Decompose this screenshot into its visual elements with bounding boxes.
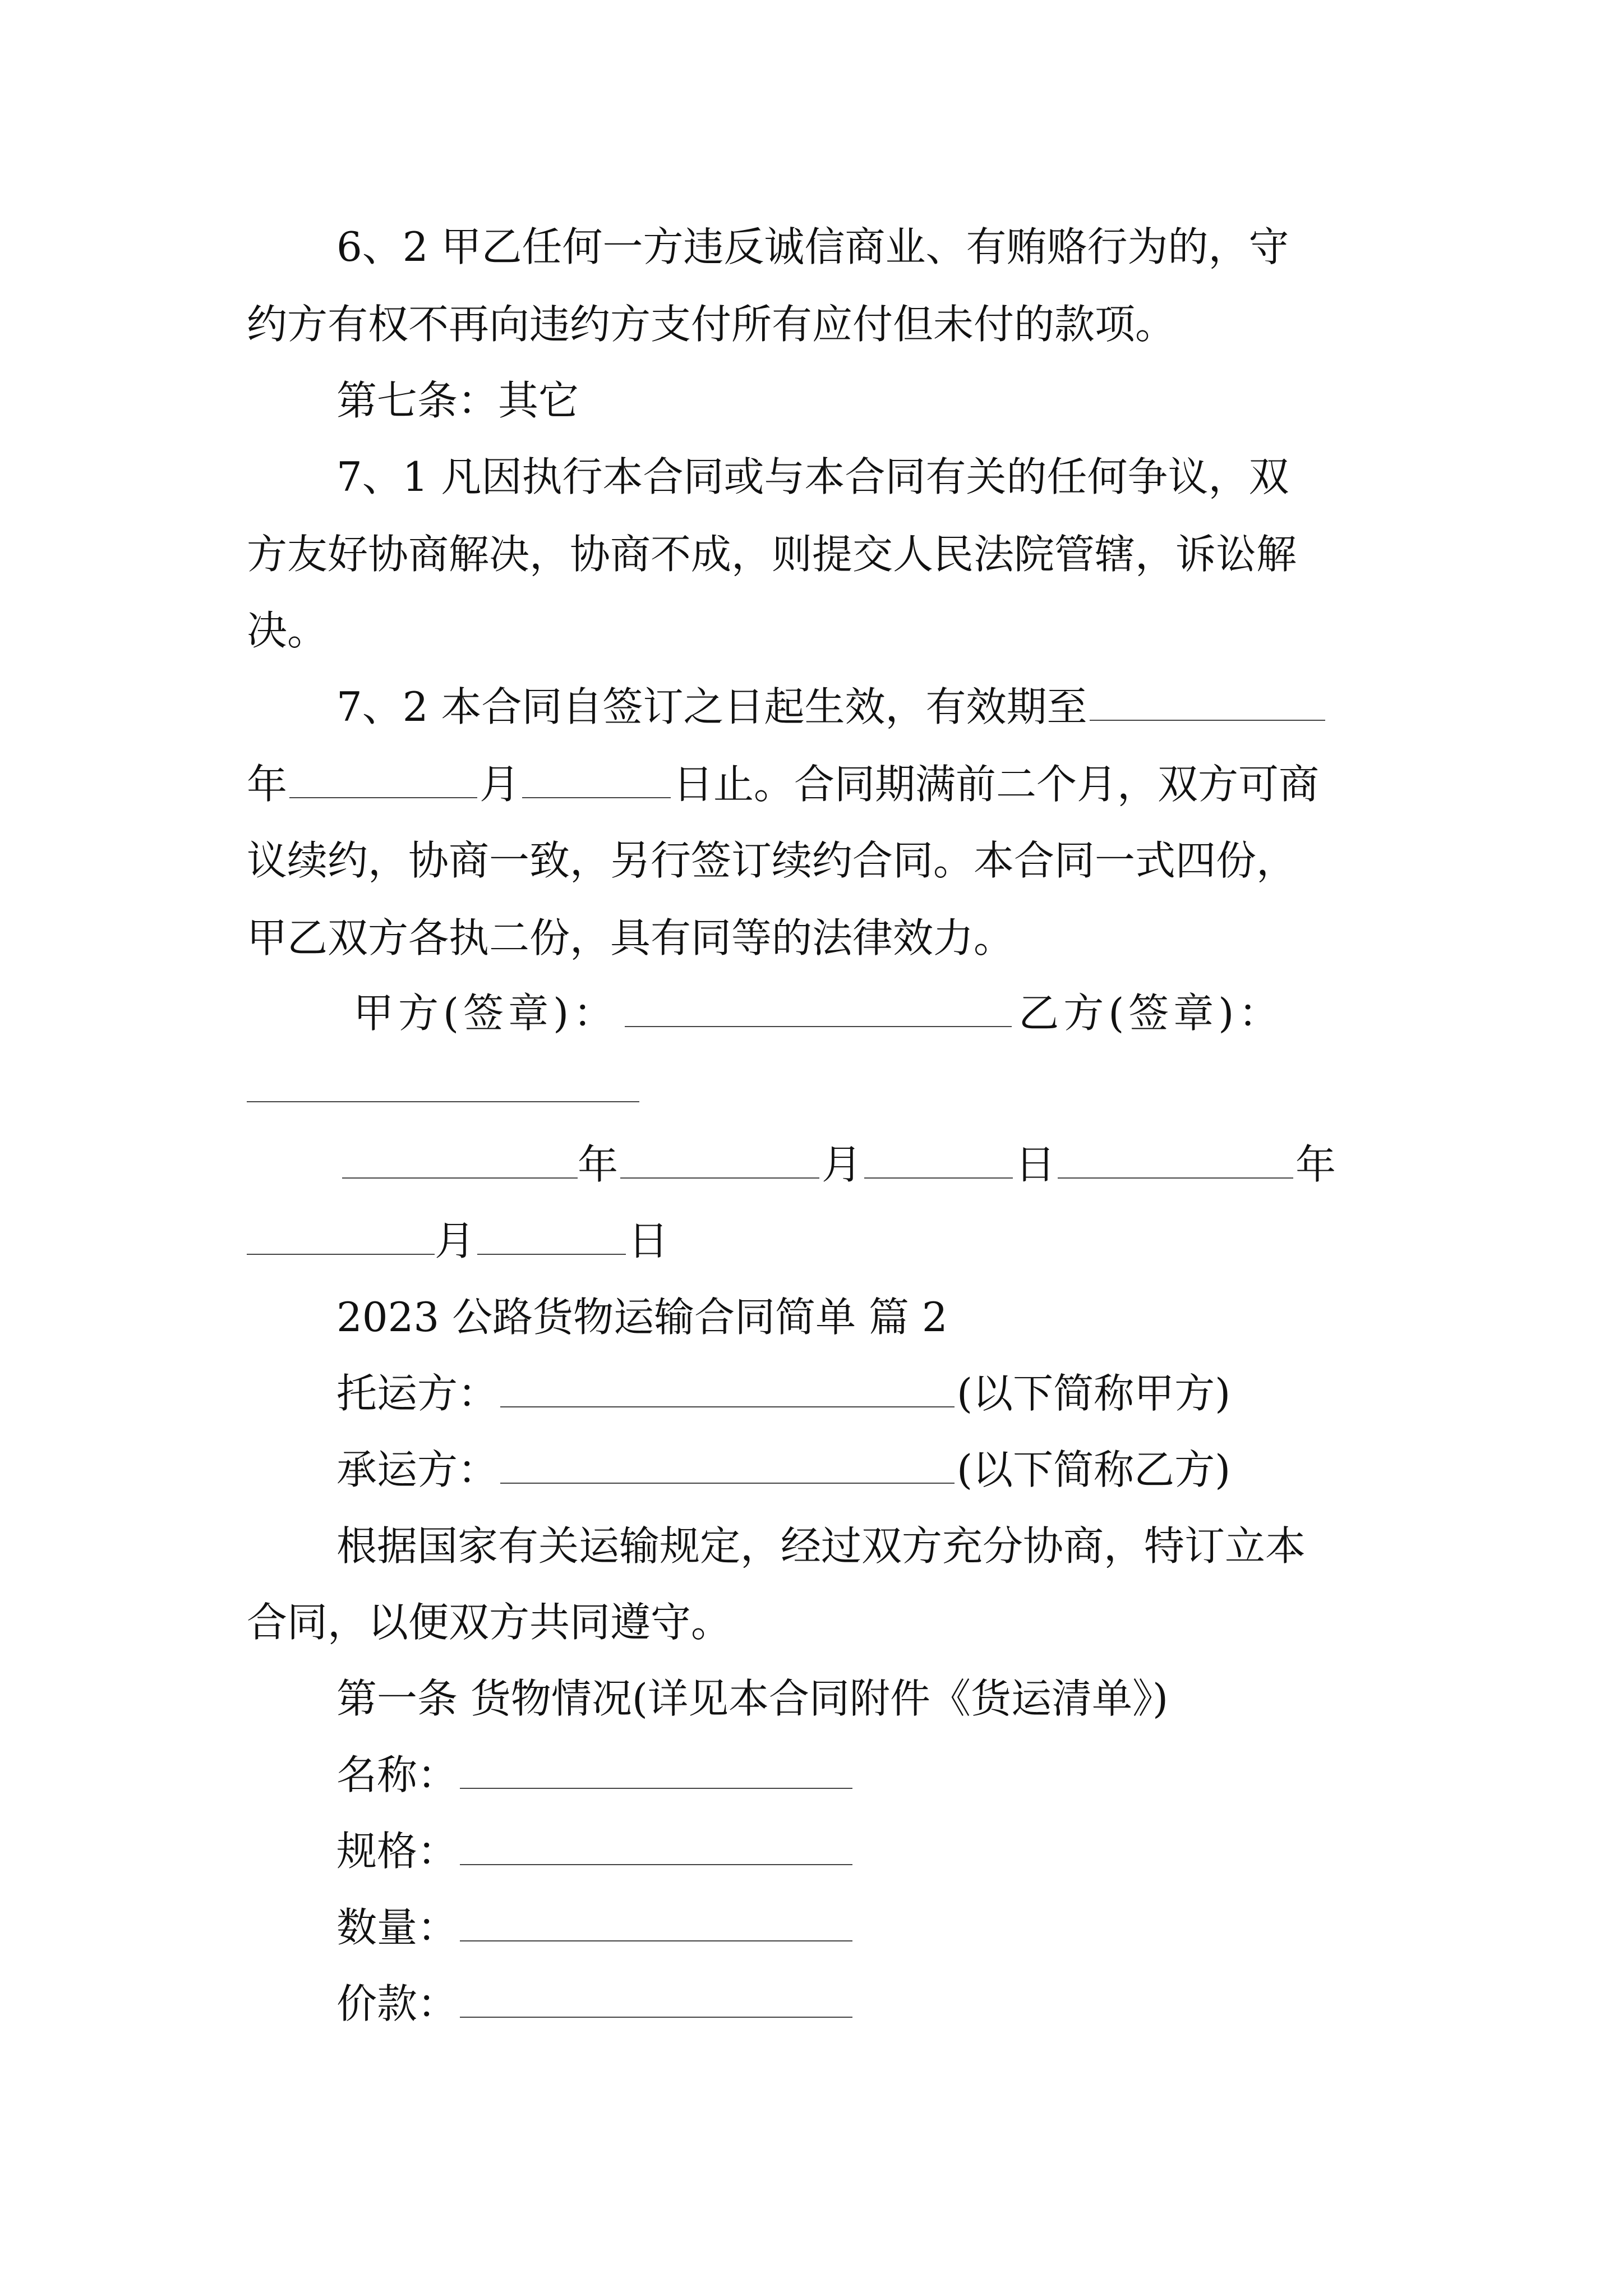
party-b-month-label: 月 (435, 1217, 476, 1264)
field-quantity-label: 数量： (336, 1904, 458, 1951)
field-spec-line (336, 1823, 855, 1879)
party-b-signature-line (247, 1060, 639, 1116)
article-7-heading: 第七条：其它 (336, 377, 579, 424)
party-b-signature-label: 乙方(签章)： (1018, 990, 1284, 1037)
signature-date-line (342, 1137, 1336, 1193)
clause-7-2-line-4: 甲乙双方各执二份，具有同等的法律效力。 (247, 914, 1015, 961)
clause-7-2-line-3: 议续约，协商一致，另行签订续约合同。本合同一式四份， (247, 837, 1297, 884)
party-a-day-blank[interactable] (864, 1137, 1013, 1179)
carrier-suffix: (以下简称乙方) (957, 1446, 1231, 1493)
expiry-blank[interactable] (1090, 679, 1325, 721)
intro-line-1: 根据国家有关运输规定，经过双方充分协商，特订立本 (336, 1522, 1306, 1570)
clause-7-1-line-1: 7、1 凡因执行本合同或与本合同有关的任何争议，双 (336, 453, 1289, 500)
party-a-month-blank[interactable] (620, 1137, 819, 1179)
consignor-line (336, 1365, 1230, 1421)
signature-line (353, 985, 1283, 1041)
party-b-year-blank[interactable] (1058, 1137, 1293, 1179)
field-price-line (336, 1976, 855, 2032)
party-a-day-label: 日 (1015, 1141, 1056, 1188)
party-a-signature-label: 甲方(签章)： (353, 990, 619, 1037)
carrier-line (336, 1442, 1230, 1498)
day-blank[interactable] (522, 757, 671, 798)
party-a-month-label: 月 (822, 1141, 863, 1188)
field-quantity-blank[interactable] (460, 1900, 852, 1941)
clause-7-2-line-1 (336, 679, 1327, 735)
part-2-title: 2023 公路货物运输合同简单 篇 2 (336, 1294, 948, 1341)
clause-6-2-line-2: 约方有权不再向违约方支付所有应付但未付的款项。 (247, 301, 1176, 348)
party-b-year-label: 年 (1295, 1141, 1336, 1188)
consignor-blank[interactable] (500, 1366, 955, 1407)
intro-line-2: 合同，以便双方共同遵守。 (247, 1599, 732, 1646)
clause-7-2-text: 7、2 本合同自签订之日起生效，有效期至 (336, 683, 1087, 730)
year-label: 年 (247, 761, 288, 808)
field-spec-label: 规格： (336, 1828, 458, 1875)
clause-6-2-line-1: 6、2 甲乙任何一方违反诚信商业、有贿赂行为的，守 (336, 223, 1289, 270)
party-b-day-label: 日 (628, 1217, 669, 1264)
clause-7-1-line-3: 决。 (247, 607, 328, 654)
party-b-day-blank[interactable] (477, 1213, 626, 1255)
party-a-signature-blank[interactable] (625, 986, 1012, 1027)
clause-7-2-day-text: 日止。合同期满前二个月，双方可商 (673, 761, 1320, 808)
party-b-month-blank[interactable] (247, 1213, 435, 1255)
consignor-suffix: (以下简称甲方) (957, 1370, 1231, 1417)
field-name-label: 名称： (336, 1751, 458, 1798)
party-a-year-blank[interactable] (342, 1137, 578, 1179)
field-spec-blank[interactable] (460, 1824, 852, 1865)
carrier-blank[interactable] (500, 1442, 955, 1484)
article-1-heading: 第一条 货物情况(详见本合同附件《货运清单》) (336, 1675, 1169, 1722)
carrier-label: 承运方： (336, 1446, 499, 1493)
consignor-label: 托运方： (336, 1370, 499, 1417)
field-price-blank[interactable] (460, 1976, 852, 2018)
party-b-signature-blank[interactable] (247, 1061, 639, 1102)
year-blank[interactable] (289, 757, 477, 798)
signature-date-line-2 (247, 1213, 668, 1269)
clause-7-2-line-2 (247, 756, 1319, 812)
field-quantity-line (336, 1899, 855, 1955)
field-name-line (336, 1747, 855, 1803)
field-name-blank[interactable] (460, 1747, 852, 1789)
month-label: 月 (479, 761, 520, 808)
party-a-year-label: 年 (578, 1141, 619, 1188)
clause-7-1-line-2: 方友好协商解决，协商不成，则提交人民法院管辖，诉讼解 (247, 531, 1297, 578)
field-price-label: 价款： (336, 1980, 458, 2027)
